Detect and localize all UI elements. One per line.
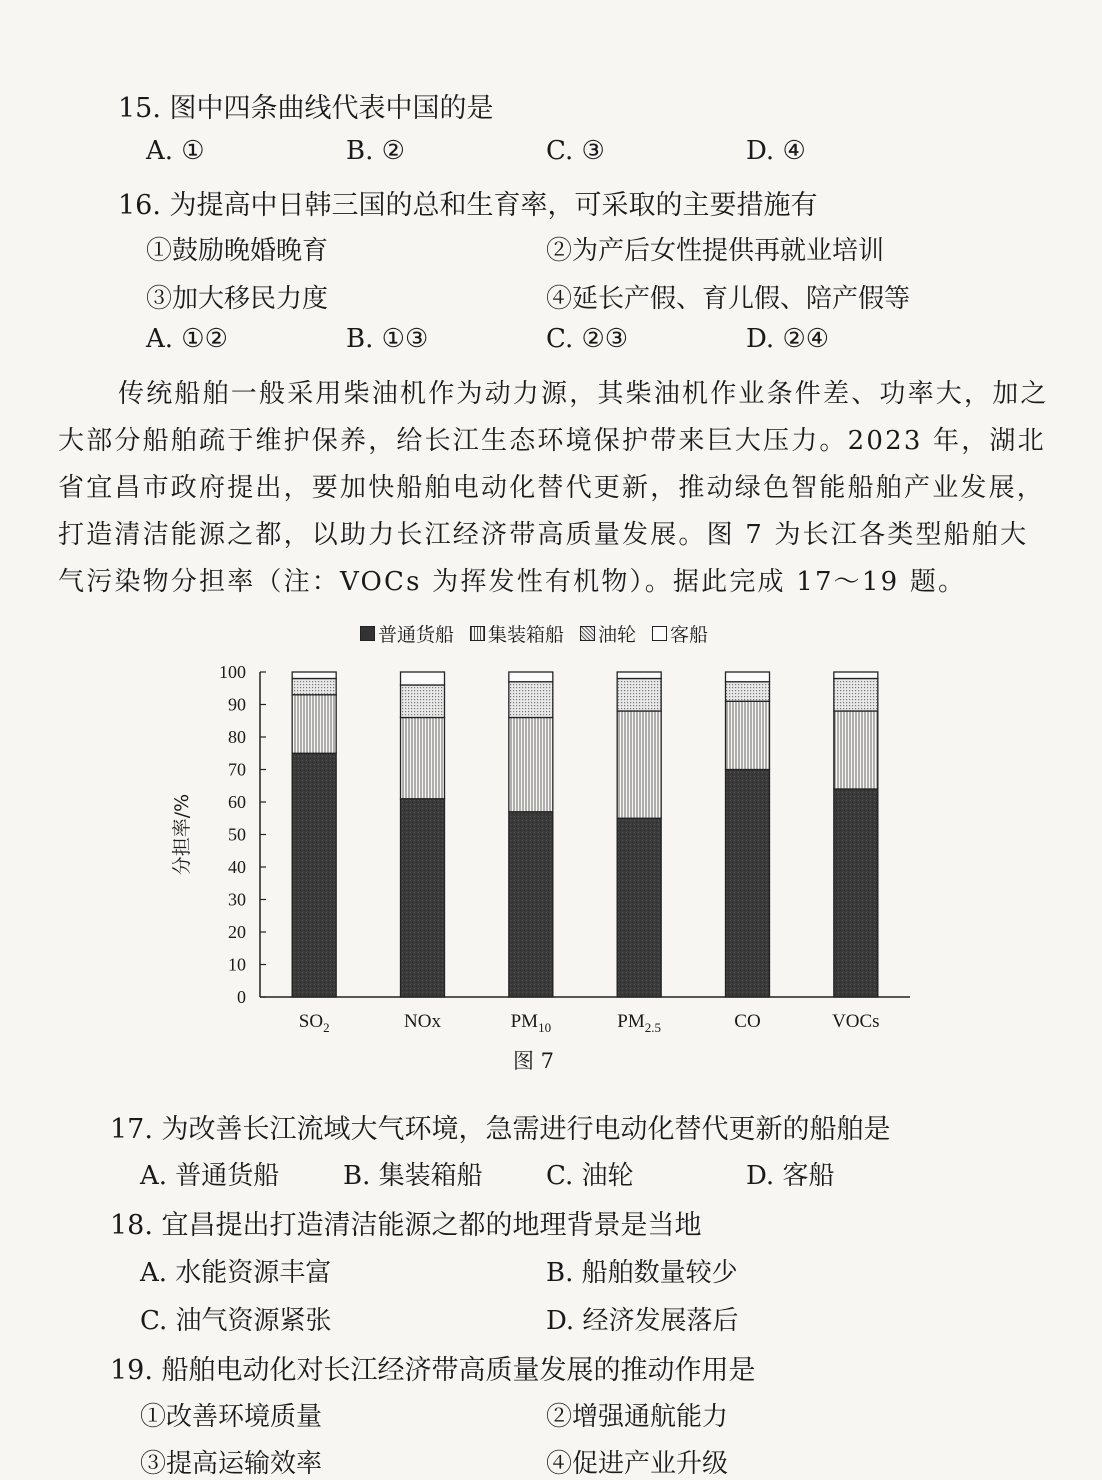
x-tick-label-pm10: $PM_{10}$ [510, 1011, 552, 1035]
q17-option-c: C. 油轮 [546, 1161, 634, 1191]
bar-segment-passenger [292, 672, 336, 679]
legend-label: 普通货船 [378, 624, 455, 646]
q16-option-c: C. ②③ [546, 324, 629, 354]
passage-line-2: 大部分船舶疏于维护保养，给长江生态环境保护带来巨大压力。2023 年，湖北 [58, 426, 1046, 456]
q17-option-a: A. 普通货船 [140, 1161, 280, 1191]
q15-option-a: A. ① [146, 136, 205, 166]
bar-segment-general-cargo [834, 789, 878, 997]
bar-segment-container [509, 718, 553, 812]
y-tick-label: 70 [228, 759, 246, 780]
y-tick-label: 100 [219, 662, 246, 682]
bar-segment-container [834, 711, 878, 789]
bar-segment-passenger [617, 672, 661, 679]
passage-line-5: 气污染物分担率（注：VOCs 为挥发性有机物）。据此完成 17～19 题。 [58, 567, 967, 597]
bar-segment-container [617, 711, 661, 818]
y-tick-label: 60 [228, 792, 246, 812]
q18-option-d: D. 经济发展落后 [546, 1306, 739, 1336]
q18-option-c: C. 油气资源紧张 [140, 1306, 332, 1336]
q15-stem: 15. 图中四条曲线代表中国的是 [118, 93, 494, 124]
y-tick-label: 30 [228, 889, 246, 910]
y-tick-label: 50 [228, 824, 246, 845]
figure-7-chart [150, 612, 950, 1082]
passage-line-3: 省宜昌市政府提出，要加快船舶电动化替代更新，推动绿色智能船舶产业发展， [58, 473, 1046, 503]
y-tick-label: 90 [228, 694, 246, 715]
q19-item-1: ①改善环境质量 [140, 1402, 323, 1432]
q16-option-b: B. ①③ [346, 324, 429, 354]
bar-segment-passenger [726, 672, 770, 682]
bar-segment-tanker [726, 682, 770, 702]
y-tick-label: 0 [237, 987, 246, 1007]
bar-segment-general-cargo [617, 818, 661, 997]
q15-option-c: C. ③ [546, 136, 605, 166]
bar-segment-tanker [617, 679, 661, 712]
bar-segment-container [292, 695, 336, 754]
x-tick-label-pm25: $PM_{2.5}$ [617, 1011, 662, 1035]
x-tick-label-co: CO [734, 1011, 761, 1032]
bar-segment-tanker [834, 679, 878, 712]
bar-segment-general-cargo [509, 812, 553, 997]
q16-stem: 16. 为提高中日韩三国的总和生育率，可采取的主要措施有 [118, 190, 818, 221]
figure-caption: 图 7 [513, 1049, 555, 1073]
q16-item-2: ②为产后女性提供再就业培训 [546, 236, 885, 266]
y-tick-label: 80 [228, 727, 246, 747]
bar-segment-passenger [509, 672, 553, 682]
y-tick-label: 20 [228, 922, 246, 942]
q17-option-d: D. 客船 [746, 1161, 835, 1191]
legend-label: 集装箱船 [488, 624, 565, 646]
x-tick-label-nox: NOx [404, 1011, 441, 1032]
q19-item-3: ③提高运输效率 [140, 1449, 323, 1479]
q19-item-4: ④促进产业升级 [546, 1449, 729, 1479]
bar-segment-container [401, 718, 445, 799]
q17-stem: 17. 为改善长江流域大气环境，急需进行电动化替代更新的船舶是 [110, 1114, 891, 1145]
bar-segment-general-cargo [292, 753, 336, 997]
q16-item-1: ①鼓励晚婚晚育 [146, 236, 329, 266]
y-axis-title: 分担率/% [171, 793, 193, 876]
bar-segment-tanker [401, 685, 445, 718]
legend-label: 客船 [670, 624, 709, 646]
stacked-bar-chart [150, 612, 950, 1042]
bar-segment-container [726, 701, 770, 769]
bar-segment-passenger [834, 672, 878, 679]
q16-item-4: ④延长产假、育儿假、陪产假等 [546, 284, 911, 314]
q16-option-a: A. ①② [146, 324, 228, 354]
q15-option-b: B. ② [346, 136, 405, 166]
y-tick-label: 10 [228, 954, 246, 975]
passage-line-4: 打造清洁能源之都，以助力长江经济带高质量发展。图 7 为长江各类型船舶大 [58, 520, 1029, 550]
passage-line-1: 传统船舶一般采用柴油机作为动力源，其柴油机作业条件差、功率大，加之 [118, 379, 1049, 409]
y-tick-label: 40 [228, 857, 246, 877]
bar-segment-general-cargo [726, 770, 770, 998]
q19-item-2: ②增强通航能力 [546, 1402, 729, 1432]
q16-option-d: D. ②④ [746, 324, 830, 354]
bar-segment-passenger [401, 672, 445, 685]
q16-item-3: ③加大移民力度 [146, 284, 329, 314]
q17-option-b: B. 集装箱船 [343, 1161, 483, 1191]
q18-stem: 18. 宜昌提出打造清洁能源之都的地理背景是当地 [110, 1210, 702, 1241]
q18-option-b: B. 船舶数量较少 [546, 1258, 738, 1288]
bar-segment-general-cargo [401, 799, 445, 997]
legend-label: 油轮 [598, 624, 637, 646]
x-tick-label-so2: $SO_2$ [298, 1011, 330, 1035]
q15-option-d: D. ④ [746, 136, 806, 166]
bar-segment-tanker [509, 682, 553, 718]
q19-stem: 19. 船舶电动化对长江经济带高质量发展的推动作用是 [110, 1355, 756, 1386]
x-tick-label-vocs: VOCs [832, 1011, 880, 1032]
bar-segment-tanker [292, 679, 336, 695]
q18-option-a: A. 水能资源丰富 [140, 1258, 332, 1288]
